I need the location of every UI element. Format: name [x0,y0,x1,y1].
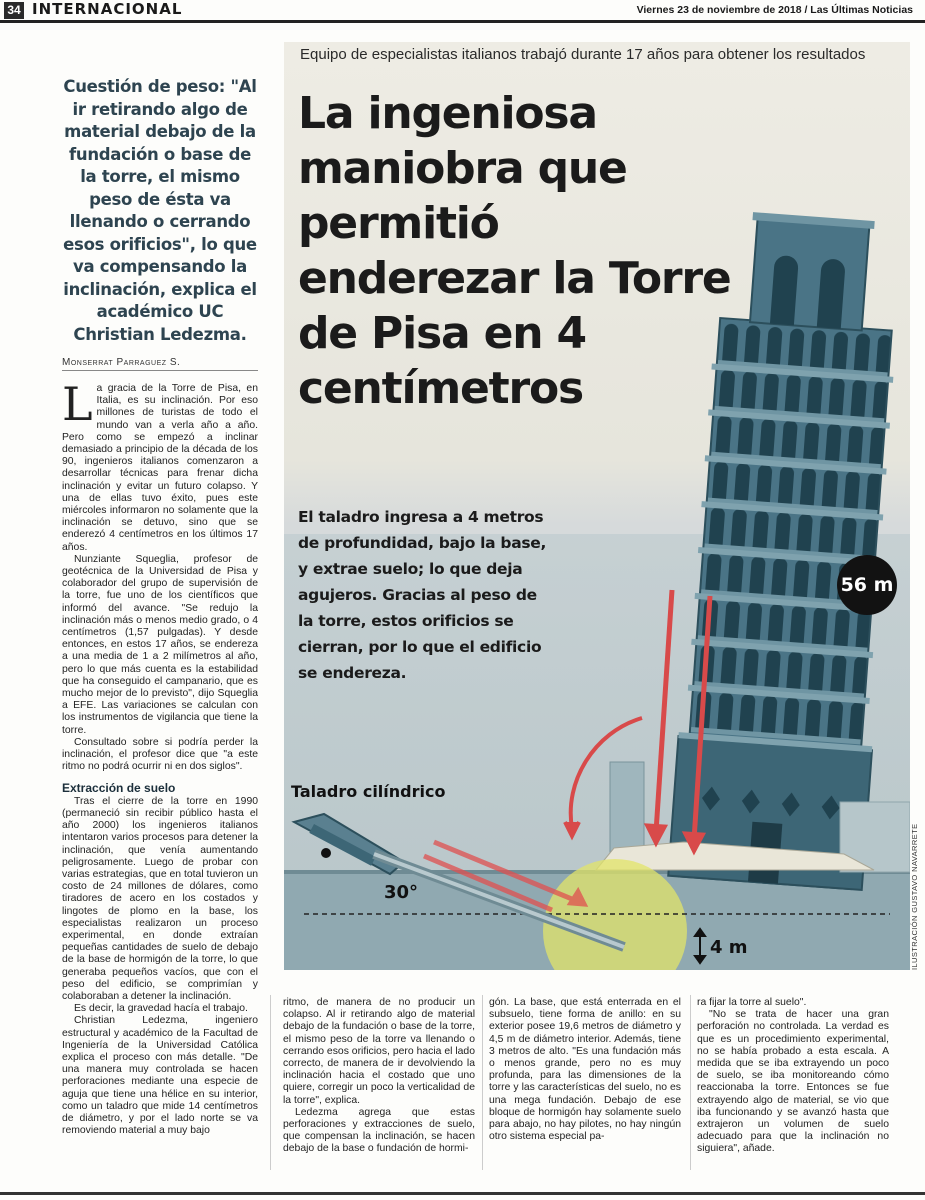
kicker: Equipo de especialistas italianos trabajó durante 17 años para obtener los resultados [300,46,866,63]
depth-arrow-icon [695,929,705,963]
paragraph: "No se trata de hacer una gran perforación no controlada. La verdad es que es un procedimiento experimental, no se había probado a esta escala. A medida que se iba extrayendo un poco de suelo, se iba monitoreando cómo reaccionaba la torre. Entonces se fue extrayendo algo de material, se vio que iba funcionando y se avanzó hasta que extrajeron un volumen de suelo adecuado para que la inclinación no siguiera", añade. [697,1009,889,1155]
paragraph [62,377,258,554]
article-column-4 [697,997,889,1156]
column-rule [482,995,483,1170]
column-rule [690,995,691,1170]
paragraph: ritmo, de manera de no producir un colapso. Al ir retirando algo de material debajo de la fundación o base de la torre, el mismo peso de la torre va llenando o cerrando esos orificios, pero hacia el lado correcto, de manera de ir devolviendo la inclinación hacia el costado que uno quiere, corregir un poco la verticalidad de la torre", explica. [283,997,475,1106]
height-badge: 56 m [837,555,897,615]
article-column-1 [62,377,258,1137]
dateline: Viernes 23 de noviembre de 2018 / Las Últimas Noticias [636,4,913,16]
credit-text: ILUSTRACIÓN GUSTAVO NAVARRETE [910,823,919,970]
illustration-caption: El taladro ingresa a 4 metros de profundidad, bajo la base, y extrae suelo; lo que deja agujeros. Gracias al peso de la torre, estos orificios se cierran, por lo que el edificio se endereza. [298,508,547,682]
paragraph: Ledezma agrega que estas perforaciones y extracciones de suelo, que compensan la inclinación, se hacen debajo de la base o fundación de hormi- [283,1106,475,1155]
paragraph-text: a gracia de la Torre de Pisa, en Italia, es su inclinación. Por eso millones de turistas de todo el mundo van a verla año a año. Pero como se empezó a inclinar demasiado a principio de la década de los 90, ingenieros italianos comenzaron a desarrollar técnicas para frenar dicha inclinación y evitar un futuro colapso. Y una de ellas tuvo éxito, pues este miércoles informaron no solamente que la inclinación se detuvo, sino que se enderezó 4 centímetros en los últimos 17 años. [62,383,258,553]
headline: La ingeniosa maniobra que permitió enderezar la Torre de Pisa en 4 centímetros [298,88,731,414]
paragraph: Tras el cierre de la torre en 1990 (permaneció sin recibir público hasta el año 2000) los ingenieros italianos intentaron varios procesos para detener la inclinación, que venía aumentando peligrosamente. Luego de probar con varias estrategias, que en total tuvieron un costo de 24 millones de dólares, como tiradores de acero en los costados y lingotes de plomo en la base, los especialistas realizaron un proceso experimental, en donde extraían pequeñas cantidades de suelo de debajo de la base de hormigón de la torre, lo que generaba pequeños vacíos, que con el peso del edificio, se comprimían y colaboraban a detener la inclinación. [62,795,258,1002]
footer-rule [0,1192,925,1195]
article-column-2 [283,997,475,1156]
byline: Monserrat Parraguez S. [62,357,181,368]
illustration-credit [910,823,922,970]
subheading: Extracción de suelo [62,780,176,795]
drill-label: Taladro cilíndrico [291,782,446,801]
header-rule [0,20,925,23]
paragraph: ra fijar la torre al suelo". [697,997,807,1008]
pull-quote: Cuestión de peso: "Al ir retirando algo de material debajo de la fundación o base de la torre, el mismo peso de ésta va llenando o cerrando esos orificios", lo que va compensando la inclinación, explica el académico UC Christian Ledezma. [63,77,257,344]
drop-cap: L [62,377,93,431]
page-number: 34 [4,2,24,19]
paragraph: Consultado sobre si podría perder la inclinación, el profesor dice que "a este ritmo no podrá ocurrir ni en dos siglos". [62,736,258,773]
paragraph: gón. La base, que está enterrada en el subsuelo, tiene forma de anillo: en su exterior posee 19,6 metros de diámetro y 4,5 m de diámetro interior. Además, tiene 3 metros de alto. "Es una fundación más o menos grande, pero no es muy profunda, para las dimensiones de la torre y las características del suelo, no es una mega fundación. Debajo de ese bloque de hormigón hay solamente suelo para abajo, no hay pilotes, no hay ningún otro sistema especial pa- [489,997,681,1143]
paragraph: Christian Ledezma, ingeniero estructural y académico de la Facultad de Ingeniería de la Universidad Católica explica el proceso con más detalle. "De una manera muy controlada se hacen perforaciones mediante una especie de aguja que tiene una hélice en su interior, como un taladro que mide 14 centímetros de diámetro, y por el lado norte se va removiendo material a muy bajo [62,1015,258,1137]
article-column-3 [489,997,681,1143]
column-rule [270,995,271,1170]
angle-label: 30° [384,882,419,903]
depth-label: 4 m [710,937,748,958]
paragraph: Es decir, la gravedad hacía el trabajo. [74,1003,248,1015]
section-title: INTERNACIONAL [32,0,183,18]
paragraph: Nunziante Squeglia, profesor de geotécnica de la Universidad de Pisa y colaborador del grupo de supervisión de la torre, fue uno de los científicos que informó del avance. "Se redujo la inclinación más o menos medio grado, o 4 centímetros (1,57 pulgadas). Y desde entonces, en estos 17 años, se endereza a una media de 1 a 2 milímetros al año, pero lo que más cuenta es la estabilidad que ha conseguido el campanario, que es mucho mejor de lo previsto", dijo Squeglia a EFE. Las variaciones se calculan con los instrumentos de vigilancia que tiene la torre. [62,553,258,736]
byline-rule [62,370,258,371]
illustration-panel [284,42,910,970]
